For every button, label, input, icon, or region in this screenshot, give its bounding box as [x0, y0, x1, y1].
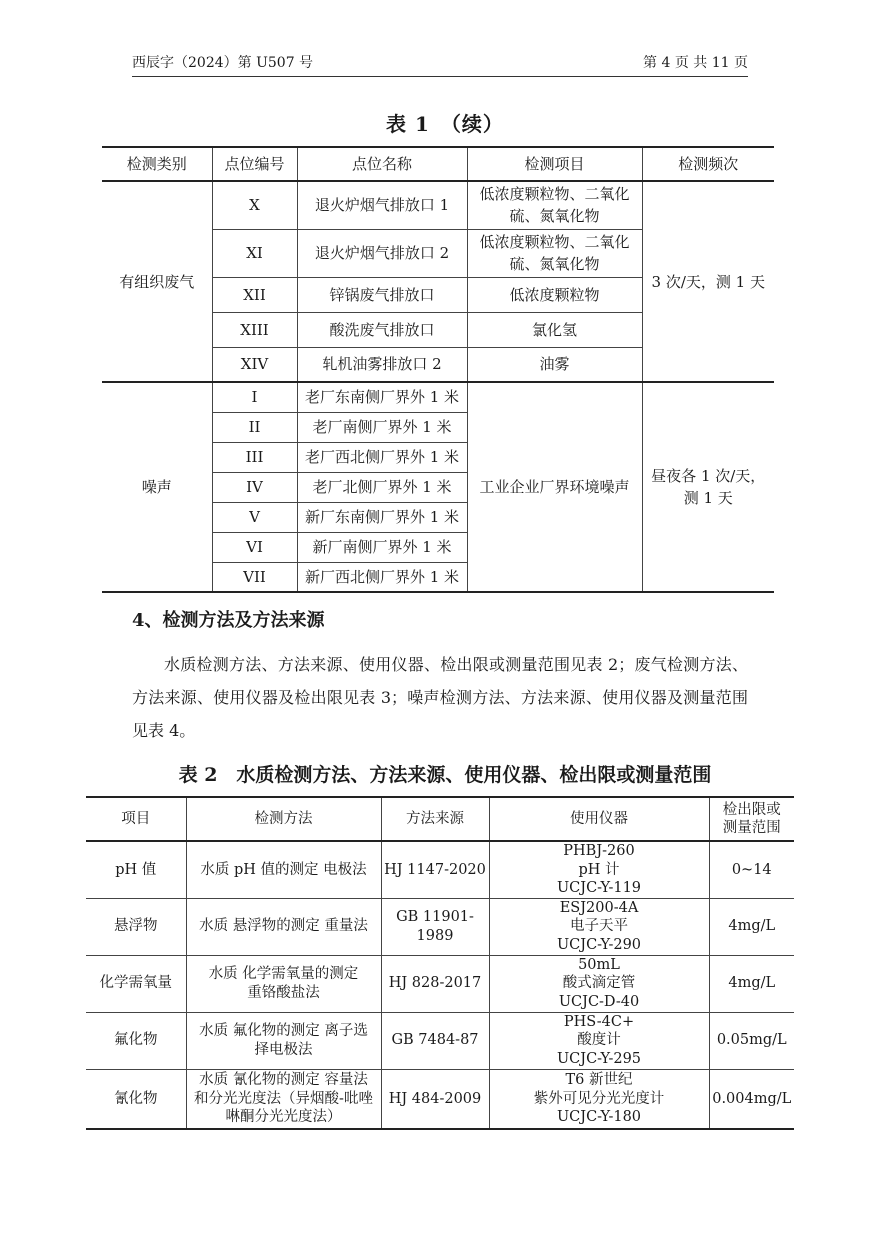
table-row	[86, 1069, 794, 1129]
source-cell: HJ 1147-2020	[381, 841, 489, 898]
table-header-row	[102, 147, 774, 181]
limit-cell: 4mg/L	[709, 898, 794, 955]
frequency-cell: 3 次/天，测 1 天	[642, 181, 774, 382]
limit-cell: 0.05mg/L	[709, 1012, 794, 1069]
instrument-id: UCJC-Y-290	[556, 936, 642, 953]
test-item: 低浓度颗粒物、二氧化 硫、氮氧化物	[467, 229, 642, 277]
instrument-cell	[489, 955, 709, 1012]
limit-cell: 4mg/L	[709, 955, 794, 1012]
point-code: III	[212, 442, 297, 472]
point-code: XI	[212, 229, 297, 277]
method-cell: 水质 悬浮物的测定 重量法	[186, 898, 381, 955]
limit-cell: 0~14	[709, 841, 794, 898]
point-name: 新厂西北侧厂界外 1 米	[297, 562, 467, 592]
source-cell: GB 11901-1989	[381, 898, 489, 955]
table-header-row	[86, 797, 794, 841]
column-header: 检测类别	[102, 147, 212, 181]
instrument-model: 50mL	[578, 956, 620, 973]
point-code: V	[212, 502, 297, 532]
column-header: 检测方法	[186, 797, 381, 841]
instrument-cell	[489, 1012, 709, 1069]
test-item: 氯化氢	[467, 312, 642, 347]
instrument-cell	[489, 898, 709, 955]
section-heading: 4、检测方法及方法来源	[132, 610, 325, 631]
point-code: VI	[212, 532, 297, 562]
table-row	[86, 841, 794, 898]
column-header: 使用仪器	[489, 797, 709, 841]
monitoring-points-table	[102, 146, 774, 593]
water-methods-table	[86, 796, 794, 1130]
column-header: 检出限或 测量范围	[709, 797, 794, 841]
instrument-model: PHBJ-260	[563, 843, 635, 859]
column-header: 方法来源	[381, 797, 489, 841]
table-row	[86, 898, 794, 955]
instrument-id: UCJC-Y-119	[556, 880, 642, 896]
item-cell: 氟化物	[86, 1012, 186, 1069]
point-code: VII	[212, 562, 297, 592]
point-name: 老厂西北侧厂界外 1 米	[297, 442, 467, 472]
table-row	[86, 955, 794, 1012]
category-cell: 有组织废气	[102, 181, 212, 382]
instrument-cell	[489, 1069, 709, 1129]
item-cell: 悬浮物	[86, 898, 186, 955]
instrument-id: UCJC-Y-180	[556, 1109, 642, 1125]
point-name: 老厂东南侧厂界外 1 米	[297, 382, 467, 412]
instrument-name: 电子天平	[570, 918, 628, 935]
test-item: 油雾	[467, 347, 642, 382]
column-header: 检测频次	[642, 147, 774, 181]
instrument-id: UCJC-Y-295	[556, 1050, 642, 1067]
test-item: 工业企业厂界环境噪声	[467, 382, 642, 592]
table-row	[86, 1012, 794, 1069]
instrument-name: pH 计	[578, 861, 620, 878]
point-name: 老厂北侧厂界外 1 米	[297, 472, 467, 502]
table2-title: 表 2 水质检测方法、方法来源、使用仪器、检出限或测量范围	[178, 764, 712, 786]
limit-cell: 0.004mg/L	[709, 1069, 794, 1129]
item-cell: pH 值	[86, 841, 186, 898]
table1-title: 表 1 （续）	[386, 112, 504, 136]
item-cell: 氰化物	[86, 1069, 186, 1129]
category-cell: 噪声	[102, 382, 212, 592]
test-item: 低浓度颗粒物	[467, 277, 642, 312]
instrument-name: 酸度计	[577, 1032, 621, 1049]
page-header	[132, 50, 748, 77]
instrument-name: 酸式滴定管	[562, 975, 636, 992]
point-code: XIV	[212, 347, 297, 382]
point-code: XIII	[212, 312, 297, 347]
instrument-id: UCJC-D-40	[558, 993, 640, 1010]
instrument-model: PHS-4C+	[563, 1013, 635, 1030]
column-header: 检测项目	[467, 147, 642, 181]
point-name: 老厂南侧厂界外 1 米	[297, 412, 467, 442]
point-name: 新厂南侧厂界外 1 米	[297, 532, 467, 562]
instrument-cell	[489, 841, 709, 898]
method-cell: 水质 氰化物的测定 容量法 和分光光度法（异烟酸-吡唑 啉酮分光光度法）	[186, 1069, 381, 1129]
point-name: 锌锅废气排放口	[297, 277, 467, 312]
instrument-name: 紫外可见分光光度计	[533, 1090, 665, 1107]
method-cell: 水质 化学需氧量的测定 重铬酸盐法	[186, 955, 381, 1012]
table-row	[102, 382, 774, 412]
item-cell: 化学需氧量	[86, 955, 186, 1012]
point-name: 轧机油雾排放口 2	[297, 347, 467, 382]
document-number: 西辰字（2024）第 U507 号	[132, 55, 314, 71]
frequency-cell: 昼夜各 1 次/天， 测 1 天	[642, 382, 774, 592]
method-cell: 水质 pH 值的测定 电极法	[186, 841, 381, 898]
column-header: 点位名称	[297, 147, 467, 181]
instrument-model: ESJ200-4A	[559, 899, 639, 916]
point-name: 退火炉烟气排放口 1	[297, 181, 467, 229]
table-row	[102, 181, 774, 229]
source-cell: GB 7484-87	[381, 1012, 489, 1069]
section-paragraph: 水质检测方法、方法来源、使用仪器、检出限或测量范围见表 2；废气检测方法、方法来源、使用仪器及检出限见表 3；噪声检测方法、方法来源、使用仪器及测量范围见表 4。	[132, 655, 748, 740]
point-code: I	[212, 382, 297, 412]
point-code: II	[212, 412, 297, 442]
source-cell: HJ 484-2009	[381, 1069, 489, 1129]
point-name: 退火炉烟气排放口 2	[297, 229, 467, 277]
test-item: 低浓度颗粒物、二氧化 硫、氮氧化物	[467, 181, 642, 229]
column-header: 项目	[86, 797, 186, 841]
point-code: IV	[212, 472, 297, 502]
point-name: 酸洗废气排放口	[297, 312, 467, 347]
column-header: 点位编号	[212, 147, 297, 181]
page-number: 第 4 页 共 11 页	[643, 55, 748, 71]
instrument-model: T6 新世纪	[565, 1072, 633, 1088]
source-cell: HJ 828-2017	[381, 955, 489, 1012]
point-code: X	[212, 181, 297, 229]
point-code: XII	[212, 277, 297, 312]
point-name: 新厂东南侧厂界外 1 米	[297, 502, 467, 532]
method-cell: 水质 氟化物的测定 离子选 择电极法	[186, 1012, 381, 1069]
